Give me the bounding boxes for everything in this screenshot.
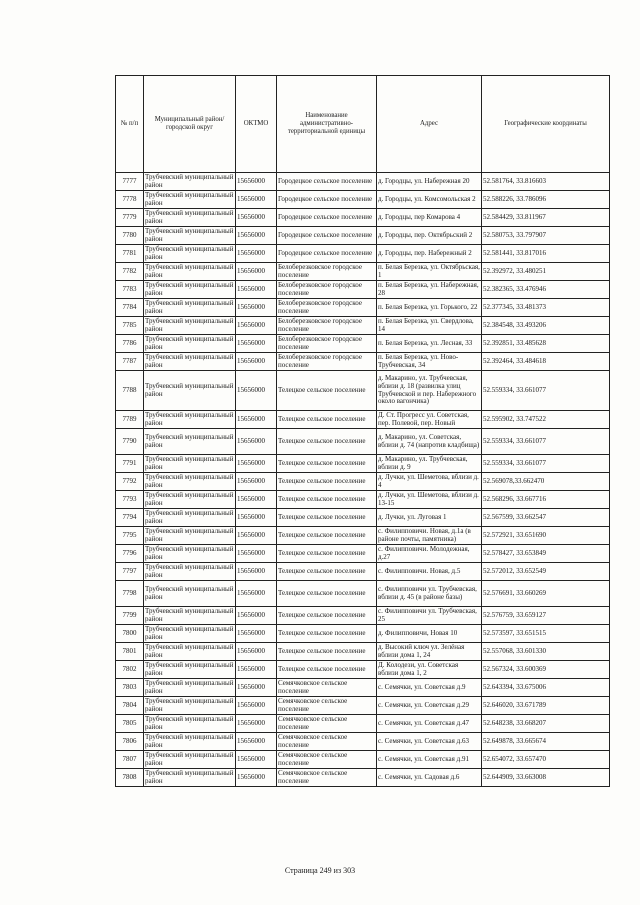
cell-oktmo: 15656000 (236, 509, 277, 527)
cell-coords: 52.588226, 33.786096 (482, 191, 610, 209)
cell-num: 7791 (116, 455, 144, 473)
cell-unit: Телецкое сельское поселение (277, 607, 377, 625)
cell-unit: Телецкое сельское поселение (277, 509, 377, 527)
cell-oktmo: 15656000 (236, 245, 277, 263)
cell-num: 7800 (116, 625, 144, 643)
cell-coords: 52.648238, 33.668207 (482, 715, 610, 733)
table-row (116, 411, 610, 429)
cell-district: Трубчевский муниципальный район (144, 715, 236, 733)
table-row (116, 751, 610, 769)
table-row (116, 191, 610, 209)
cell-unit: Городецкое сельское поселение (277, 245, 377, 263)
cell-num: 7798 (116, 581, 144, 607)
table-row (116, 173, 610, 191)
cell-district: Трубчевский муниципальный район (144, 245, 236, 263)
cell-oktmo: 15656000 (236, 527, 277, 545)
cell-num: 7787 (116, 353, 144, 371)
cell-unit: Городецкое сельское поселение (277, 227, 377, 245)
header-unit: Наименование административно-территориальной единицы (277, 76, 377, 173)
cell-num: 7808 (116, 769, 144, 787)
cell-num: 7802 (116, 661, 144, 679)
cell-address: с. Семячки, ул. Советская д.9 (377, 679, 482, 697)
cell-address: с. Семячки, ул. Советская д.47 (377, 715, 482, 733)
cell-district: Трубчевский муниципальный район (144, 353, 236, 371)
table-row (116, 509, 610, 527)
cell-unit: Телецкое сельское поселение (277, 545, 377, 563)
cell-unit: Белоберезковское городское поселение (277, 353, 377, 371)
cell-address: с. Семячки, ул. Советская д.91 (377, 751, 482, 769)
cell-district: Трубчевский муниципальный район (144, 733, 236, 751)
cell-district: Трубчевский муниципальный район (144, 697, 236, 715)
cell-unit: Телецкое сельское поселение (277, 661, 377, 679)
cell-oktmo: 15656000 (236, 491, 277, 509)
cell-address: с. Филипповичи ул. Трубчевская, 25 (377, 607, 482, 625)
table-row (116, 607, 610, 625)
cell-address: д. Городцы, ул. Комсомольская 2 (377, 191, 482, 209)
table-row (116, 209, 610, 227)
cell-address: Д. Колодези, ул. Советская вблизи дома 1, 2 (377, 661, 482, 679)
cell-num: 7792 (116, 473, 144, 491)
cell-coords: 52.567324, 33.600369 (482, 661, 610, 679)
cell-num: 7779 (116, 209, 144, 227)
table-row (116, 245, 610, 263)
table-row (116, 643, 610, 661)
cell-coords: 52.392972, 33.480251 (482, 263, 610, 281)
cell-district: Трубчевский муниципальный район (144, 411, 236, 429)
cell-address: п. Белая Березка, ул. Ново-Трубчевская, 34 (377, 353, 482, 371)
table-row (116, 353, 610, 371)
cell-oktmo: 15656000 (236, 769, 277, 787)
cell-oktmo: 15656000 (236, 263, 277, 281)
cell-oktmo: 15656000 (236, 715, 277, 733)
cell-coords: 52.559334, 33.661077 (482, 455, 610, 473)
cell-num: 7801 (116, 643, 144, 661)
cell-oktmo: 15656000 (236, 679, 277, 697)
table-row (116, 625, 610, 643)
table-row (116, 563, 610, 581)
cell-address: п. Белая Березка, ул. Горького, 22 (377, 299, 482, 317)
cell-coords: 52.559334, 33.661077 (482, 429, 610, 455)
cell-oktmo: 15656000 (236, 661, 277, 679)
table-row (116, 473, 610, 491)
cell-unit: Телецкое сельское поселение (277, 473, 377, 491)
cell-district: Трубчевский муниципальный район (144, 371, 236, 411)
table-row (116, 545, 610, 563)
header-row (116, 76, 610, 173)
cell-oktmo: 15656000 (236, 299, 277, 317)
cell-coords: 52.576691, 33.660269 (482, 581, 610, 607)
table-row (116, 227, 610, 245)
cell-oktmo: 15656000 (236, 643, 277, 661)
cell-unit: Семячковское сельское поселение (277, 697, 377, 715)
table-row (116, 455, 610, 473)
cell-district: Трубчевский муниципальный район (144, 173, 236, 191)
cell-coords: 52.643394, 33.675006 (482, 679, 610, 697)
cell-num: 7804 (116, 697, 144, 715)
cell-num: 7806 (116, 733, 144, 751)
cell-unit: Семячковское сельское поселение (277, 733, 377, 751)
cell-num: 7790 (116, 429, 144, 455)
cell-oktmo: 15656000 (236, 455, 277, 473)
cell-num: 7795 (116, 527, 144, 545)
cell-num: 7778 (116, 191, 144, 209)
table-row (116, 335, 610, 353)
cell-district: Трубчевский муниципальный район (144, 227, 236, 245)
cell-unit: Белоберезковское городское поселение (277, 263, 377, 281)
cell-district: Трубчевский муниципальный район (144, 527, 236, 545)
cell-num: 7794 (116, 509, 144, 527)
cell-oktmo: 15656000 (236, 335, 277, 353)
cell-unit: Телецкое сельское поселение (277, 563, 377, 581)
table-row (116, 715, 610, 733)
cell-address: д. Макарино, ул. Трубчевская, вблизи д. 18 (развилка улиц Трубчевской и пер. Набережного около вагончика) (377, 371, 482, 411)
cell-unit: Городецкое сельское поселение (277, 191, 377, 209)
cell-unit: Телецкое сельское поселение (277, 625, 377, 643)
cell-unit: Телецкое сельское поселение (277, 411, 377, 429)
cell-oktmo: 15656000 (236, 209, 277, 227)
cell-district: Трубчевский муниципальный район (144, 335, 236, 353)
cell-oktmo: 15656000 (236, 473, 277, 491)
cell-district: Трубчевский муниципальный район (144, 643, 236, 661)
header-oktmo: ОКТМО (236, 76, 277, 173)
cell-oktmo: 15656000 (236, 191, 277, 209)
table-row (116, 263, 610, 281)
cell-coords: 52.572921, 33.651690 (482, 527, 610, 545)
cell-coords: 52.392851, 33.485628 (482, 335, 610, 353)
cell-unit: Городецкое сельское поселение (277, 209, 377, 227)
registry-table (115, 75, 610, 787)
cell-address: д. Лучки, ул. Луговая 1 (377, 509, 482, 527)
cell-address: д. Городцы, пер Комарова 4 (377, 209, 482, 227)
cell-address: п. Белая Березка, ул. Октябрьская, 1 (378, 262, 480, 279)
cell-unit: Телецкое сельское поселение (277, 643, 377, 661)
cell-district: Трубчевский муниципальный район (144, 563, 236, 581)
cell-coords: 52.384548, 33.493206 (482, 317, 610, 335)
cell-oktmo: 15656000 (236, 281, 277, 299)
cell-coords: 52.569078,33.662470 (482, 473, 610, 491)
cell-num: 7807 (116, 751, 144, 769)
cell-address: Д. Ст. Прогресс ул. Советская, пер. Полевой, пер. Новый (377, 411, 482, 429)
cell-unit: Белоберезковское городское поселение (277, 317, 377, 335)
cell-address: с. Семячки, ул. Садовая д.6 (377, 769, 482, 787)
cell-coords: 52.649878, 33.665674 (482, 733, 610, 751)
cell-num: 7782 (116, 263, 144, 281)
table-row (116, 317, 610, 335)
cell-district: Трубчевский муниципальный район (144, 509, 236, 527)
table-row (116, 581, 610, 607)
cell-address: д. Высокий ключ ул. Зелёная вблизи дома 1, 24 (377, 643, 482, 661)
cell-oktmo: 15656000 (236, 371, 277, 411)
table-row (116, 769, 610, 787)
cell-coords: 52.559334, 33.661077 (482, 371, 610, 411)
cell-coords: 52.578427, 33.653849 (482, 545, 610, 563)
table-row (116, 281, 610, 299)
header-num: № п/п (116, 76, 144, 173)
cell-district: Трубчевский муниципальный район (144, 281, 236, 299)
cell-num: 7780 (116, 227, 144, 245)
cell-coords: 52.581441, 33.817016 (482, 245, 610, 263)
cell-district: Трубчевский муниципальный район (144, 317, 236, 335)
table-row (116, 371, 610, 411)
cell-num: 7796 (116, 545, 144, 563)
cell-coords: 52.595902, 33.747522 (482, 411, 610, 429)
cell-coords: 52.581764, 33.816603 (482, 173, 610, 191)
cell-num: 7799 (116, 607, 144, 625)
cell-district: Трубчевский муниципальный район (144, 473, 236, 491)
cell-district: Трубчевский муниципальный район (144, 455, 236, 473)
cell-coords: 52.568296, 33.667716 (482, 491, 610, 509)
cell-coords: 52.580753, 33.797907 (482, 227, 610, 245)
cell-address: п. Белая Березка, ул. Лесная, 33 (377, 335, 482, 353)
cell-coords: 52.382365, 33.476946 (482, 281, 610, 299)
cell-unit: Телецкое сельское поселение (277, 455, 377, 473)
page-footer: Страница 249 из 303 (284, 866, 356, 875)
cell-oktmo: 15656000 (236, 563, 277, 581)
cell-unit: Белоберезковское городское поселение (277, 335, 377, 353)
cell-district: Трубчевский муниципальный район (144, 191, 236, 209)
table-row (116, 299, 610, 317)
cell-num: 7783 (116, 281, 144, 299)
cell-address: д. Макарино, ул. Трубчевская, вблизи д. 9 (377, 455, 482, 473)
cell-coords: 52.646020, 33.671789 (482, 697, 610, 715)
cell-num: 7777 (116, 173, 144, 191)
table-row (116, 661, 610, 679)
cell-district: Трубчевский муниципальный район (144, 751, 236, 769)
cell-oktmo: 15656000 (236, 751, 277, 769)
cell-num: 7789 (116, 411, 144, 429)
cell-unit: Телецкое сельское поселение (277, 527, 377, 545)
cell-coords: 52.377345, 33.481373 (482, 299, 610, 317)
table-row (116, 679, 610, 697)
cell-num: 7786 (116, 335, 144, 353)
cell-unit: Семячковское сельское поселение (277, 751, 377, 769)
cell-address: д. Городцы, пер. Октябрьский 2 (377, 227, 482, 245)
cell-coords: 52.573597, 33.651515 (482, 625, 610, 643)
header-coords: Географические координаты (482, 76, 610, 173)
cell-district: Трубчевский муниципальный район (144, 545, 236, 563)
cell-district: Трубчевский муниципальный район (144, 581, 236, 607)
cell-unit: Белоберезковское городское поселение (277, 299, 377, 317)
cell-num: 7793 (116, 491, 144, 509)
cell-address: с. Семячки, ул. Советская д.29 (377, 697, 482, 715)
cell-oktmo: 15656000 (236, 733, 277, 751)
cell-address: п. Белая Березка, ул. Набережная, 28 (377, 281, 482, 299)
cell-coords: 52.644909, 33.663008 (482, 769, 610, 787)
cell-coords: 52.576759, 33.659127 (482, 607, 610, 625)
cell-address: с. Филипповичи. Молодежная, д.27 (377, 545, 482, 563)
cell-address: д. Городцы, ул. Набережная 20 (377, 173, 482, 191)
cell-district: Трубчевский муниципальный район (144, 299, 236, 317)
cell-district: Трубчевский муниципальный район (144, 661, 236, 679)
cell-unit: Белоберезковское городское поселение (277, 281, 377, 299)
header-district: Муниципальный район/городской округ (144, 76, 236, 173)
table-row (116, 697, 610, 715)
cell-coords: 52.584429, 33.811967 (482, 209, 610, 227)
cell-district: Трубчевский муниципальный район (144, 209, 236, 227)
table-row (116, 733, 610, 751)
cell-district: Трубчевский муниципальный район (144, 679, 236, 697)
cell-num: 7781 (116, 245, 144, 263)
cell-num: 7797 (116, 563, 144, 581)
cell-address: с. Филипповичи ул. Трубчевская, вблизи д. 45 (в районе базы) (377, 581, 482, 607)
cell-oktmo: 15656000 (236, 227, 277, 245)
cell-coords: 52.567599, 33.662547 (482, 509, 610, 527)
cell-address: д. Лучки, ул. Шеметова, вблизи д. 13-15 (377, 491, 482, 509)
cell-unit: Городецкое сельское поселение (277, 173, 377, 191)
cell-unit: Телецкое сельское поселение (277, 371, 377, 411)
cell-district: Трубчевский муниципальный район (144, 769, 236, 787)
cell-address: п. Белая Березка, ул. Свердлова, 14 (377, 317, 482, 335)
cell-num: 7803 (116, 679, 144, 697)
cell-address: д. Макарино, ул. Советская, вблизи д. 74 (напротив кладбища) (377, 429, 482, 455)
cell-unit: Семячковское сельское поселение (277, 769, 377, 787)
cell-address: с. Семячки, ул. Советская д.63 (377, 733, 482, 751)
table-row (116, 527, 610, 545)
cell-oktmo: 15656000 (236, 581, 277, 607)
cell-district: Трубчевский муниципальный район (144, 429, 236, 455)
cell-coords: 52.557068, 33.601330 (482, 643, 610, 661)
cell-num: 7788 (116, 371, 144, 411)
cell-oktmo: 15656000 (236, 353, 277, 371)
table-row (116, 429, 610, 455)
cell-oktmo: 15656000 (236, 607, 277, 625)
cell-district: Трубчевский муниципальный район (144, 263, 236, 281)
cell-district: Трубчевский муниципальный район (144, 491, 236, 509)
cell-unit: Телецкое сельское поселение (277, 491, 377, 509)
cell-unit: Семячковское сельское поселение (277, 679, 377, 697)
cell-address: д. Городцы, пер. Набережный 2 (377, 245, 482, 263)
cell-district: Трубчевский муниципальный район (144, 607, 236, 625)
header-address: Адрес (377, 76, 482, 173)
cell-oktmo: 15656000 (236, 317, 277, 335)
table-body (116, 173, 610, 787)
cell-coords: 52.392464, 33.484618 (482, 353, 610, 371)
cell-coords: 52.654072, 33.657470 (482, 751, 610, 769)
cell-address: д. Лучки, ул. Шеметова, вблизи д. 4 (377, 473, 482, 491)
cell-oktmo: 15656000 (236, 173, 277, 191)
cell-oktmo: 15656000 (236, 545, 277, 563)
cell-address: с. Филипповичи. Новая, д.1а (в районе почты, памятника) (377, 527, 482, 545)
cell-oktmo: 15656000 (236, 429, 277, 455)
cell-address: д. Филипповичи, Новая 10 (377, 625, 482, 643)
cell-oktmo: 15656000 (236, 411, 277, 429)
cell-oktmo: 15656000 (236, 625, 277, 643)
cell-address: с. Филипповичи. Новая, д.5 (377, 563, 482, 581)
cell-num: 7785 (116, 317, 144, 335)
cell-unit: Телецкое сельское поселение (277, 581, 377, 607)
cell-num: 7805 (116, 715, 144, 733)
cell-unit: Семячковское сельское поселение (277, 715, 377, 733)
cell-coords: 52.572012, 33.652549 (482, 563, 610, 581)
cell-oktmo: 15656000 (236, 697, 277, 715)
cell-unit: Телецкое сельское поселение (277, 429, 377, 455)
table-row (116, 491, 610, 509)
cell-num: 7784 (116, 299, 144, 317)
cell-district: Трубчевский муниципальный район (144, 625, 236, 643)
